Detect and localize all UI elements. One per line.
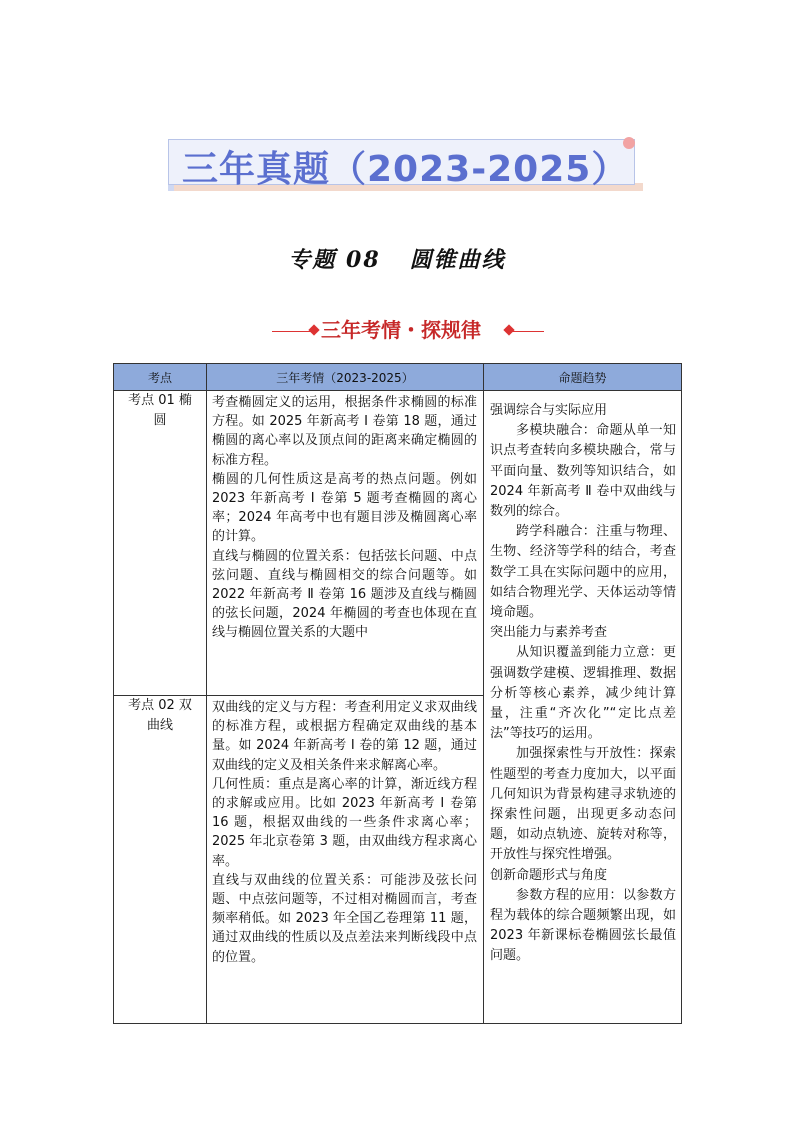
- trend-paragraph: 突出能力与素养考查: [490, 625, 608, 641]
- header-exam: 三年考情（2023-2025）: [207, 364, 484, 391]
- trend-paragraph: 创新命题形式与角度: [490, 867, 608, 883]
- exam-paragraph: 考查椭圆定义的运用，根据条件求椭圆的标准方程。如 2025 年新高考 Ⅰ 卷第 18 题，通过椭圆的离心率以及顶点间的距离来确定椭圆的标准方程。: [212, 395, 477, 468]
- header-trend: 命题趋势: [484, 364, 682, 391]
- point-cell: 考点 01 椭圆: [114, 391, 207, 696]
- exam-cell: [207, 696, 484, 1024]
- exam-analysis-table: [113, 363, 682, 1024]
- trend-paragraph: 强调综合与实际应用: [490, 403, 608, 418]
- table-row: [114, 391, 682, 696]
- exam-paragraph: 椭圆的几何性质这是高考的热点问题。例如 2023 年新高考 Ⅰ 卷第 5 题考查椭圆的离心率；2024 年高考中也有题目涉及椭圆离心率的计算。: [212, 471, 477, 545]
- section-header: [272, 314, 544, 344]
- trend-cell: [484, 391, 682, 1024]
- exam-cell: [207, 391, 484, 696]
- topic-title: [0, 243, 794, 274]
- banner-dot-decoration: [623, 137, 635, 149]
- section-diamond-right: [503, 324, 514, 335]
- table-header-row: [114, 364, 682, 391]
- section-line-right: [508, 331, 544, 332]
- exam-paragraph: 直线与双曲线的位置关系：可能涉及弦长问题、中点弦问题等，不过相对椭圆而言，考查频率稍低。如 2023 年全国乙卷理第 11 题，通过双曲线的性质以及点差法来判断线段中点的位置。: [212, 872, 477, 965]
- trend-paragraph: 跨学科融合：注重与物理、生物、经济等学科的结合，考查数学工具在实际问题中的应用，如结合物理光学、天体运动等情境命题。: [490, 524, 676, 621]
- section-title: 三年考情・探规律: [321, 318, 481, 342]
- trend-paragraph: 多模块融合：命题从单一知识点考查转向多模块融合，常与平面向量、数列等知识结合，如 2024 年新高考 Ⅱ 卷中双曲线与数列的综合。: [490, 423, 676, 520]
- title-banner: [168, 139, 643, 191]
- trend-paragraph: 加强探索性与开放性：探索性题型的考查力度加大，以平面几何知识为背景构建寻求轨迹的探索性问题，出现更多动态问题，如动点轨迹、旋转对称等，开放性与探究性增强。: [490, 746, 676, 863]
- topic-number: 专题 08: [288, 247, 381, 273]
- exam-paragraph: 双曲线的定义与方程：考查利用定义求双曲线的标准方程，或根据方程确定双曲线的基本量。如 2024 年新高考 Ⅰ 卷的第 12 题，通过双曲线的定义及相关条件来求解离心率。: [212, 700, 477, 773]
- header-point: 考点: [114, 364, 207, 391]
- banner-title: 三年真题（2023-2025）: [182, 149, 629, 190]
- section-line-left: [272, 331, 314, 332]
- trend-paragraph: 参数方程的应用：以参数方程为载体的综合题频繁出现，如 2023 年新课标卷椭圆弦长最值问题。: [490, 887, 676, 964]
- section-diamond-left: [308, 324, 319, 335]
- trend-paragraph: 从知识覆盖到能力立意：更强调数学建模、逻辑推理、数据分析等核心素养，减少纯计算量，注重“齐次化”“定比点差法”等技巧的运用。: [490, 645, 676, 742]
- exam-paragraph: 几何性质：重点是离心率的计算，渐近线方程的求解或应用。比如 2023 年新高考 Ⅰ 卷第 16 题，根据双曲线的一些条件求离心率；2025 年北京卷第 3 题，由双曲线方程求离心率。: [212, 776, 477, 869]
- topic-name: 圆锥曲线: [409, 247, 506, 273]
- point-cell: 考点 02 双曲线: [114, 696, 207, 1024]
- exam-paragraph: 直线与椭圆的位置关系：包括弦长问题、中点弦问题、直线与椭圆相交的综合问题等。如 2022 年新高考 Ⅱ 卷第 16 题涉及直线与椭圆的弦长问题，2024 年椭圆的考查也体现在直线与椭圆位置关系的大题中: [212, 548, 477, 641]
